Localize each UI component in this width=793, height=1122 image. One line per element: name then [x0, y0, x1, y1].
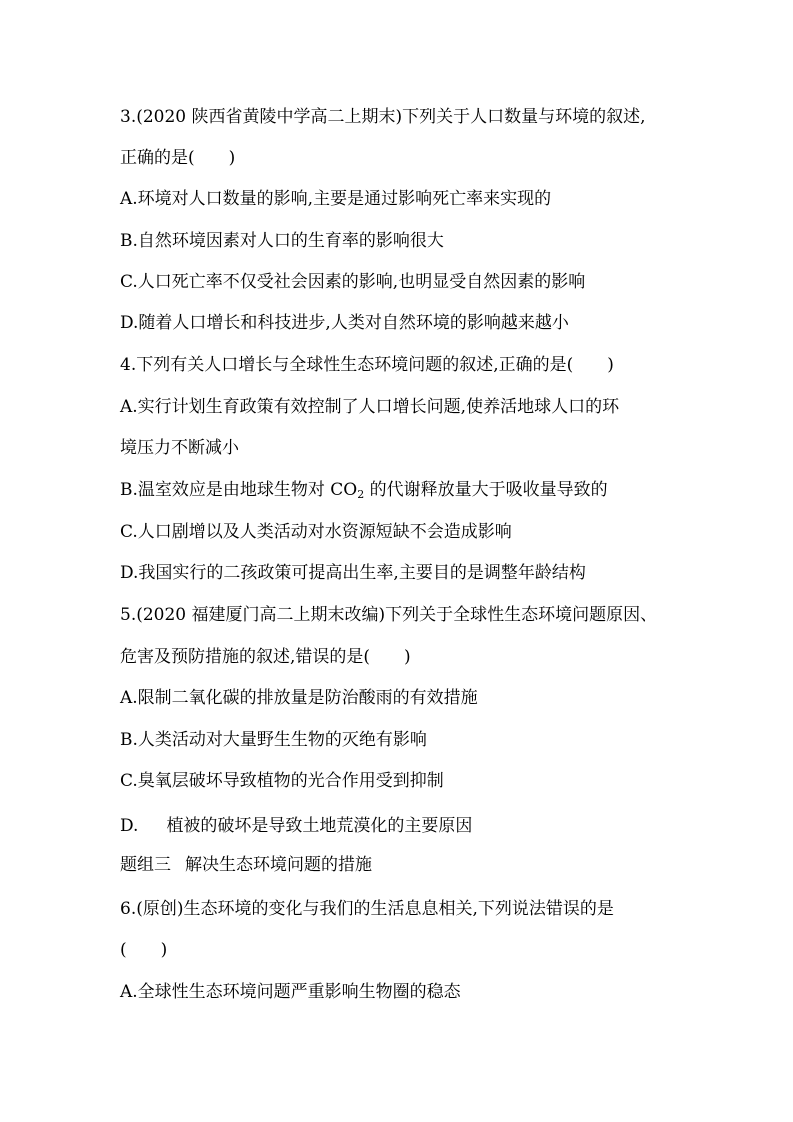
- q3-option-b: B.自然环境因素对人口的生育率的影响很大: [120, 231, 444, 251]
- q5-option-d: [120, 814, 472, 838]
- q4-option-b-subscript: 2: [357, 488, 365, 501]
- q4-option-a-line1: A.实行计划生育政策有效控制了人口增长问题,使养活地球人口的环: [120, 397, 620, 417]
- q3-stem-line2: 正确的是( ): [120, 148, 236, 168]
- section-heading: [120, 853, 372, 877]
- section-title: 解决生态环境问题的措施: [185, 855, 372, 875]
- section-label: 题组三: [120, 855, 171, 875]
- q6-paren: ( ): [120, 940, 168, 960]
- q4-option-b-post: 的代谢释放量大于吸收量导致的: [364, 480, 608, 500]
- q4-option-c: C.人口剧增以及人类活动对水资源短缺不会造成影响: [120, 522, 512, 542]
- q5-option-d-label: D.: [120, 816, 139, 836]
- q6-stem: 6.(原创)生态环境的变化与我们的生活息息相关,下列说法错误的是: [120, 899, 614, 919]
- q5-option-c: C.臭氧层破坏导致植物的光合作用受到抑制: [120, 771, 444, 791]
- q4-option-d: D.我国实行的二孩政策可提高出生率,主要目的是调整年龄结构: [120, 563, 586, 583]
- q5-stem-line2: 危害及预防措施的叙述,错误的是( ): [120, 647, 411, 667]
- q3-option-c: C.人口死亡率不仅受社会因素的影响,也明显受自然因素的影响: [120, 272, 586, 292]
- q6-option-a: A.全球性生态环境问题严重影响生物圈的稳态: [120, 982, 461, 1002]
- q4-option-b: [120, 478, 608, 502]
- q3-option-a: A.环境对人口数量的影响,主要是通过影响死亡率来实现的: [120, 189, 552, 209]
- q4-option-b-pre: B.温室效应是由地球生物对 CO: [120, 480, 358, 500]
- q4-option-a-line2: 境压力不断减小: [120, 438, 239, 458]
- q5-option-b: B.人类活动对大量野生生物的灭绝有影响: [120, 730, 427, 750]
- q5-stem-line1: 5.(2020 福建厦门高二上期末改编)下列关于全球性生态环境问题原因、: [120, 605, 658, 625]
- q3-option-d: D.随着人口增长和科技进步,人类对自然环境的影响越来越小: [120, 313, 569, 333]
- q3-stem-line1: 3.(2020 陕西省黄陵中学高二上期末)下列关于人口数量与环境的叙述,: [120, 107, 646, 127]
- q4-stem: 4.下列有关人口增长与全球性生态环境问题的叙述,正确的是( ): [120, 355, 614, 375]
- q5-option-a: A.限制二氧化碳的排放量是防治酸雨的有效措施: [120, 688, 478, 708]
- q5-option-d-text: 植被的破坏是导致土地荒漠化的主要原因: [166, 816, 473, 836]
